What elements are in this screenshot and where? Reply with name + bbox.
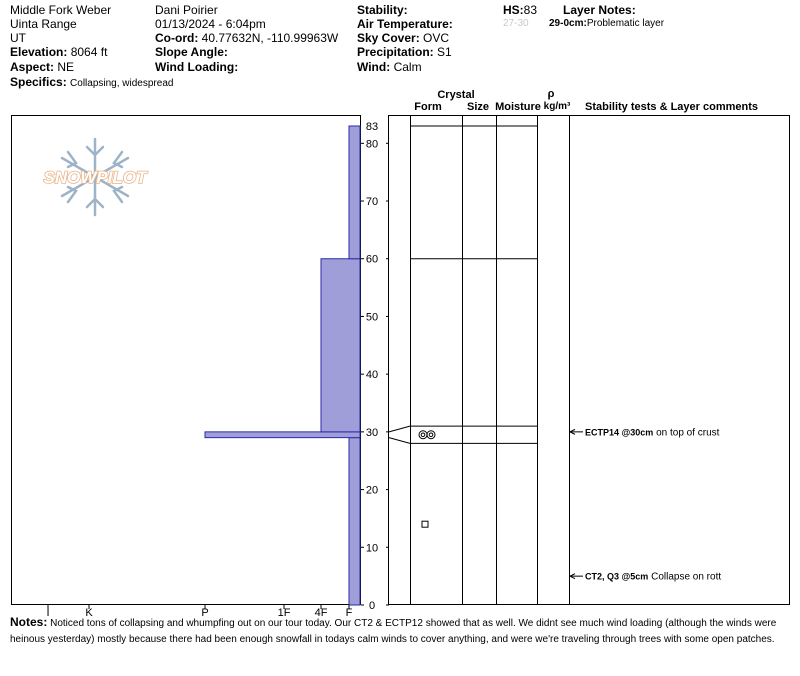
layer-connector: [389, 426, 410, 432]
elevation-label: Elevation:: [10, 45, 68, 59]
height-tick-label: 70: [365, 196, 379, 209]
hardness-bar: [205, 432, 360, 438]
air-temp-label: Air Temperature:: [357, 17, 453, 31]
layer-note-faded: 27-30: [503, 18, 529, 29]
state-name: UT: [10, 31, 26, 45]
height-tick-label: 30: [365, 426, 379, 439]
stability-test-code: CT2, Q3 @5cm: [585, 571, 649, 582]
stability-test-comment: on top of crust: [653, 427, 720, 439]
crust-symbol-ring: [427, 431, 435, 439]
height-tick-label: 50: [365, 311, 379, 324]
notes-label: Notes:: [10, 615, 48, 629]
col-size: Size: [466, 101, 490, 113]
height-axis: [361, 121, 389, 612]
hardness-tick-label: K: [85, 607, 93, 619]
sky-cover-value: OVC: [423, 31, 450, 45]
grain-symbols: [419, 431, 435, 527]
location-name: Middle Fork Weber: [10, 3, 112, 17]
coord-label: Co-ord:: [155, 31, 199, 45]
hardness-tick-label: 4F: [314, 607, 328, 619]
layer-table-columns: [411, 115, 570, 605]
logo-text: SNOWPILOT: [43, 168, 147, 187]
hardness-tick-label: P: [201, 607, 209, 619]
layer-boundaries: [389, 126, 538, 443]
height-tick-label: 60: [365, 253, 379, 266]
hardness-bar: [321, 259, 360, 432]
crust-symbol-ring: [429, 433, 433, 437]
wind-label: Wind:: [357, 60, 391, 74]
sky-cover-label: Sky Cover:: [357, 31, 420, 45]
height-tick-label: 20: [365, 484, 379, 497]
stability-test-label: [585, 427, 720, 438]
hardness-bars: [205, 126, 360, 605]
stability-tests: [570, 427, 721, 582]
notes-text: Noticed tons of collapsing and whumpfing out on our tour today. Our CT2 & ECTP12 showed that as well. We didnt see much wind loading (although the winds were heinous yesterday) mostly because there had been enough snowfall in todays calm winds to cover anything, and were we're traveling through trees with some open patches.: [10, 618, 777, 645]
crust-symbol-ring: [419, 431, 427, 439]
layer-note-range: 29-0cm:: [549, 18, 587, 29]
observation-datetime: 01/13/2024 - 6:04pm: [155, 17, 266, 31]
hardness-bar: [349, 126, 360, 259]
hs-value: 83: [523, 3, 538, 17]
hardness-tick-label: F: [345, 607, 353, 619]
height-tick-label: 10: [365, 542, 379, 555]
col-density-unit: kg/m³: [543, 101, 571, 112]
col-rho: ρ: [547, 88, 555, 100]
stability-test-code: ECTP14 @30cm: [585, 427, 654, 438]
layer-connector: [389, 438, 410, 444]
height-tick-label: 40: [365, 369, 379, 382]
stability-label: Stability:: [357, 3, 408, 17]
hardness-bar: [349, 438, 360, 605]
height-top-label: 83: [365, 121, 379, 133]
coord-value: 40.77632N, -110.99963W: [201, 31, 339, 45]
precip-label: Precipitation:: [357, 45, 434, 59]
slope-label: Slope Angle:: [155, 45, 228, 59]
col-stability-comments: Stability tests & Layer comments: [585, 101, 759, 113]
range-name: Uinta Range: [10, 17, 77, 31]
stability-test-label: [585, 572, 721, 583]
stability-test-comment: Collapse on rott: [648, 571, 722, 583]
height-tick-label: 0: [368, 600, 376, 612]
observer-name: Dani Poirier: [155, 3, 218, 17]
col-form: Form: [414, 101, 442, 113]
height-tick-label: 80: [365, 138, 379, 151]
col-crystal: Crystal: [437, 89, 475, 101]
aspect-label: Aspect:: [10, 60, 55, 74]
layer-note-text: Problematic layer: [586, 18, 665, 29]
precip-value: S1: [437, 45, 452, 59]
layer-notes-label: Layer Notes:: [563, 3, 636, 17]
wind-value: Calm: [393, 60, 422, 74]
specifics-label: Specifics:: [10, 75, 67, 89]
hardness-plot-frame: [12, 116, 361, 605]
facet-symbol: [422, 521, 428, 527]
hardness-tick-label: I: [46, 607, 50, 619]
elevation-value: 8064 ft: [70, 45, 108, 59]
layer-table-frame: [389, 116, 790, 605]
col-moisture: Moisture: [495, 101, 541, 113]
hardness-tick-label: 1F: [277, 607, 291, 619]
wind-loading-label: Wind Loading:: [155, 60, 239, 74]
aspect-value: NE: [57, 60, 75, 74]
crust-symbol-ring: [421, 433, 425, 437]
specifics-value: Collapsing, widespread: [70, 78, 174, 89]
hs-label: HS:: [503, 3, 524, 17]
notes-section: [10, 614, 790, 648]
